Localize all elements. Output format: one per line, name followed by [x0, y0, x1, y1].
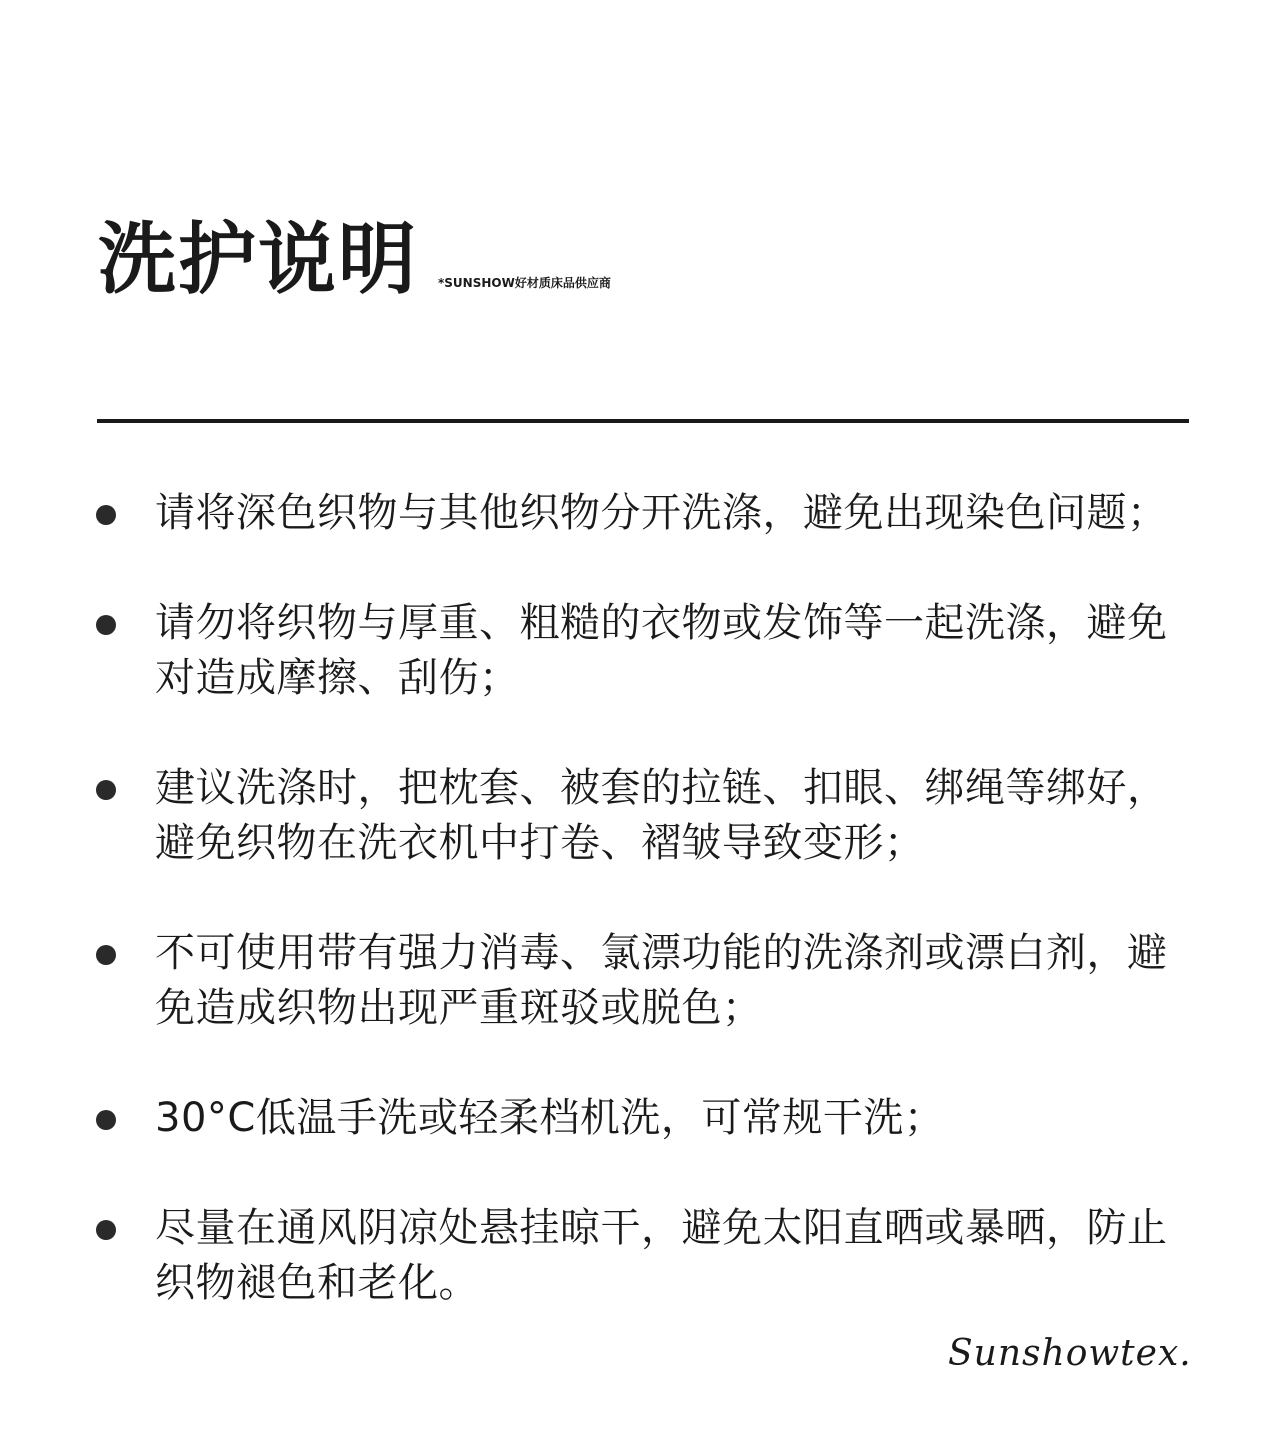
list-item	[96, 1201, 1196, 1311]
bullet-icon	[96, 615, 116, 635]
care-instructions-list	[96, 486, 1196, 1366]
list-item	[96, 761, 1196, 871]
list-item	[96, 1091, 1196, 1146]
list-item	[96, 926, 1196, 1036]
item-text: 不可使用带有强力消毒、氯漂功能的洗涤剂或漂白剂，避	[155, 930, 1168, 976]
bullet-icon	[96, 505, 116, 525]
bullet-icon	[96, 1110, 116, 1130]
item-text: 请将深色织物与其他织物分开洗涤，避免出现染色问题；	[155, 490, 1168, 536]
bullet-icon	[96, 1220, 116, 1240]
item-text: 建议洗涤时，把枕套、被套的拉链、扣眼、绑绳等绑好，	[155, 765, 1168, 811]
divider	[97, 419, 1189, 423]
item-text: 请勿将织物与厚重、粗糙的衣物或发饰等一起洗涤，避免	[155, 600, 1168, 646]
brand-subtitle: *SUNSHOW好材质床品供应商	[438, 276, 611, 290]
list-item	[96, 596, 1196, 706]
page-title: 洗护说明	[98, 215, 419, 305]
bullet-icon	[96, 780, 116, 800]
item-text: 30°C低温手洗或轻柔档机洗，可常规干洗；	[155, 1095, 945, 1141]
brand-signature: Sunshowtex.	[948, 1333, 1192, 1374]
item-text: 尽量在通风阴凉处悬挂晾干，避免太阳直晒或暴晒，防止	[155, 1205, 1168, 1251]
item-text: 避免织物在洗衣机中打卷、褶皱导致变形；	[155, 820, 925, 866]
item-text: 对造成摩擦、刮伤；	[155, 655, 520, 701]
list-item	[96, 486, 1196, 541]
item-text: 免造成织物出现严重斑驳或脱色；	[155, 985, 763, 1031]
bullet-icon	[96, 945, 116, 965]
item-text: 织物褪色和老化。	[155, 1260, 479, 1306]
